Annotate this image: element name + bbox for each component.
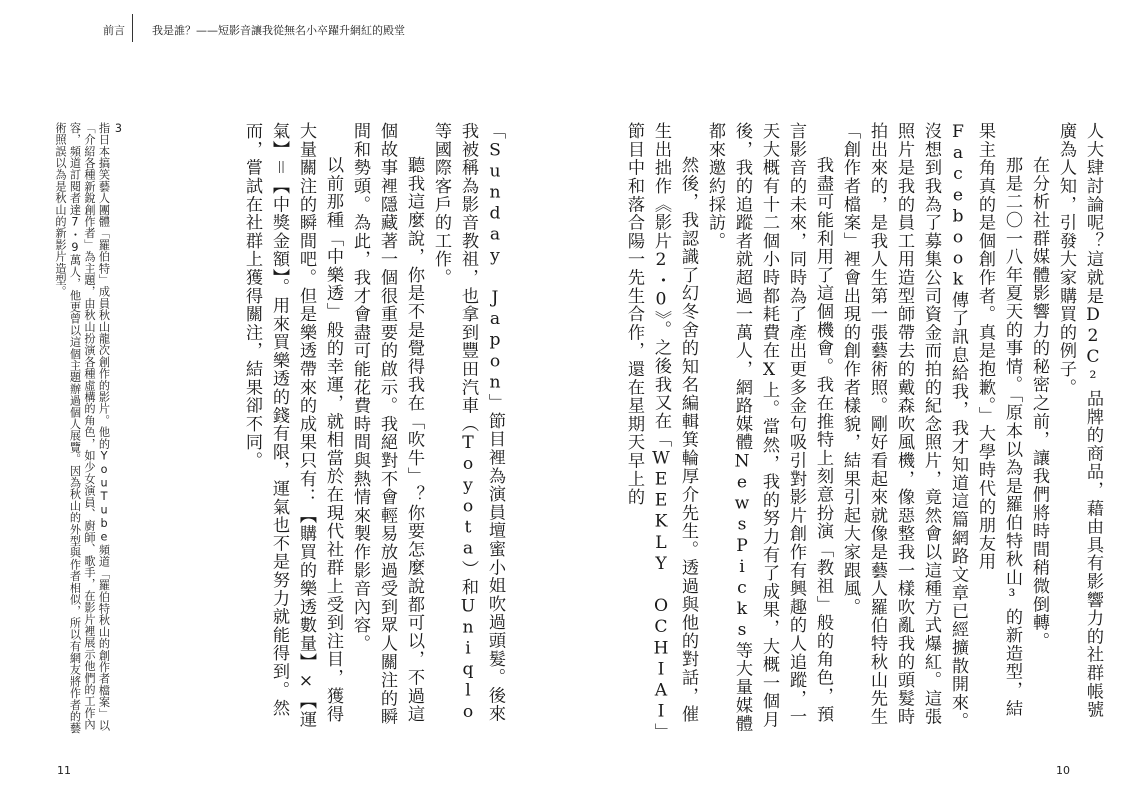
paragraph: 聽我這麼說，你是不是覺得我在「吹牛」？你要怎麼說都可以，不過這個故事裡隱藏著一個很重要的啟示。我絕對不會輕易放過受到眾人關注的瞬間和勢頭。為此，我才會盡可能花費時間與熱情來製作影音內容。 — [350, 122, 424, 726]
left-page-body — [118, 122, 508, 734]
footnote-text: 指日本搞笑藝人團體「羅伯特」成員秋山龍次創作的影片。他的YouTube頻道「羅伯特秋山的創作者檔案」以「介紹各種新銳創作者」為主題，由秋山扮演各種虛構的角色，如少女演員、廚師、歌手，在影片裡展示他們的工作內容，頻道訂閱者達7・9萬人，他更曾以這個主題辦過個人展覽。因為秋山的外型與作者相似，所以有網友將作者的藝術照誤以為是秋山的新影片造型。 — [54, 122, 111, 734]
page-number-left: 11 — [57, 764, 71, 777]
paragraph: 那是二〇一八年夏天的事情。「原本以為是羅伯特秋山³的新造型，結果主角真的是個創作者。真是抱歉。」大學時代的朋友用Facebook傳了訊息給我，我才知道這篇網路文章已經擴散開來。沒想到我為了募集公司資金而拍的紀念照片，竟然會以這種方式爆紅。這張照片是我的員工用造型師帶去的戴森吹風機，像惡整我一樣吹亂我的頭髮時拍出來的，是我人生第一張藝術照。剛好看起來就像是藝人羅伯特秋山先生「創作者檔案」裡會出現的創作者樣貌，結果引起大家跟風。 — [840, 122, 1022, 730]
header-divider — [132, 14, 133, 42]
footnote-number: 3 — [112, 122, 125, 136]
chapter-label: 前言 — [103, 24, 125, 37]
page-number-right: 10 — [1056, 764, 1070, 777]
paragraph: 人大肆討論呢？這就是D2C²品牌的商品，藉由具有影響力的社群帳號廣為人知，引發大家購買的例子。 — [1056, 122, 1103, 719]
right-page-body — [626, 122, 1106, 734]
paragraph: 然後，我認識了幻冬舍的知名編輯箕輪厚介先生。透過與他的對話，催生出拙作《影片2・0》。之後我又在「WEEKLY OCHIAI」節目中和落合陽一先生合作，還在星期天早上的 — [624, 122, 698, 733]
paragraph: 在分析社群媒體影響力的秘密之前，讓我們將時間稍微倒轉。 — [1029, 156, 1049, 651]
running-title: 我是誰？——短影音讓我從無名小卒躍升網紅的殿堂 — [152, 24, 405, 37]
paragraph: 「Sunday Japon」節目裡為演員壇蜜小姐吹過頭髮。後來我被稱為影音教祖，也拿到豐田汽車（Toyota）和Uniqlo等國際客戶的工作。 — [431, 122, 505, 723]
paragraph: 我盡可能利用了這個機會。我在推特上刻意扮演「教祖」般的角色，預言影音的未來，同時為了產出更多金句吸引對影片創作有興趣的人追蹤，一天大概有十二個小時都耗費在X上。當然，我的努力有了成果，大概一個月後，我的追蹤者就超過一萬人，網路媒體NewsPicks等大量媒體都來邀約採訪。 — [705, 122, 833, 733]
paragraph: 以前那種「中樂透」般的幸運，就相當於在現代社群上受到注目，獲得大量關注的瞬間吧。但是樂透帶來的成果只有：【購買的樂透數量】×【運氣】＝【中獎金額】。用來買樂透的錢有限，運氣也不是努力就能得到。然而，嘗試在社群上獲得關注，結果卻不同。 — [242, 122, 343, 729]
footnote — [54, 122, 125, 734]
